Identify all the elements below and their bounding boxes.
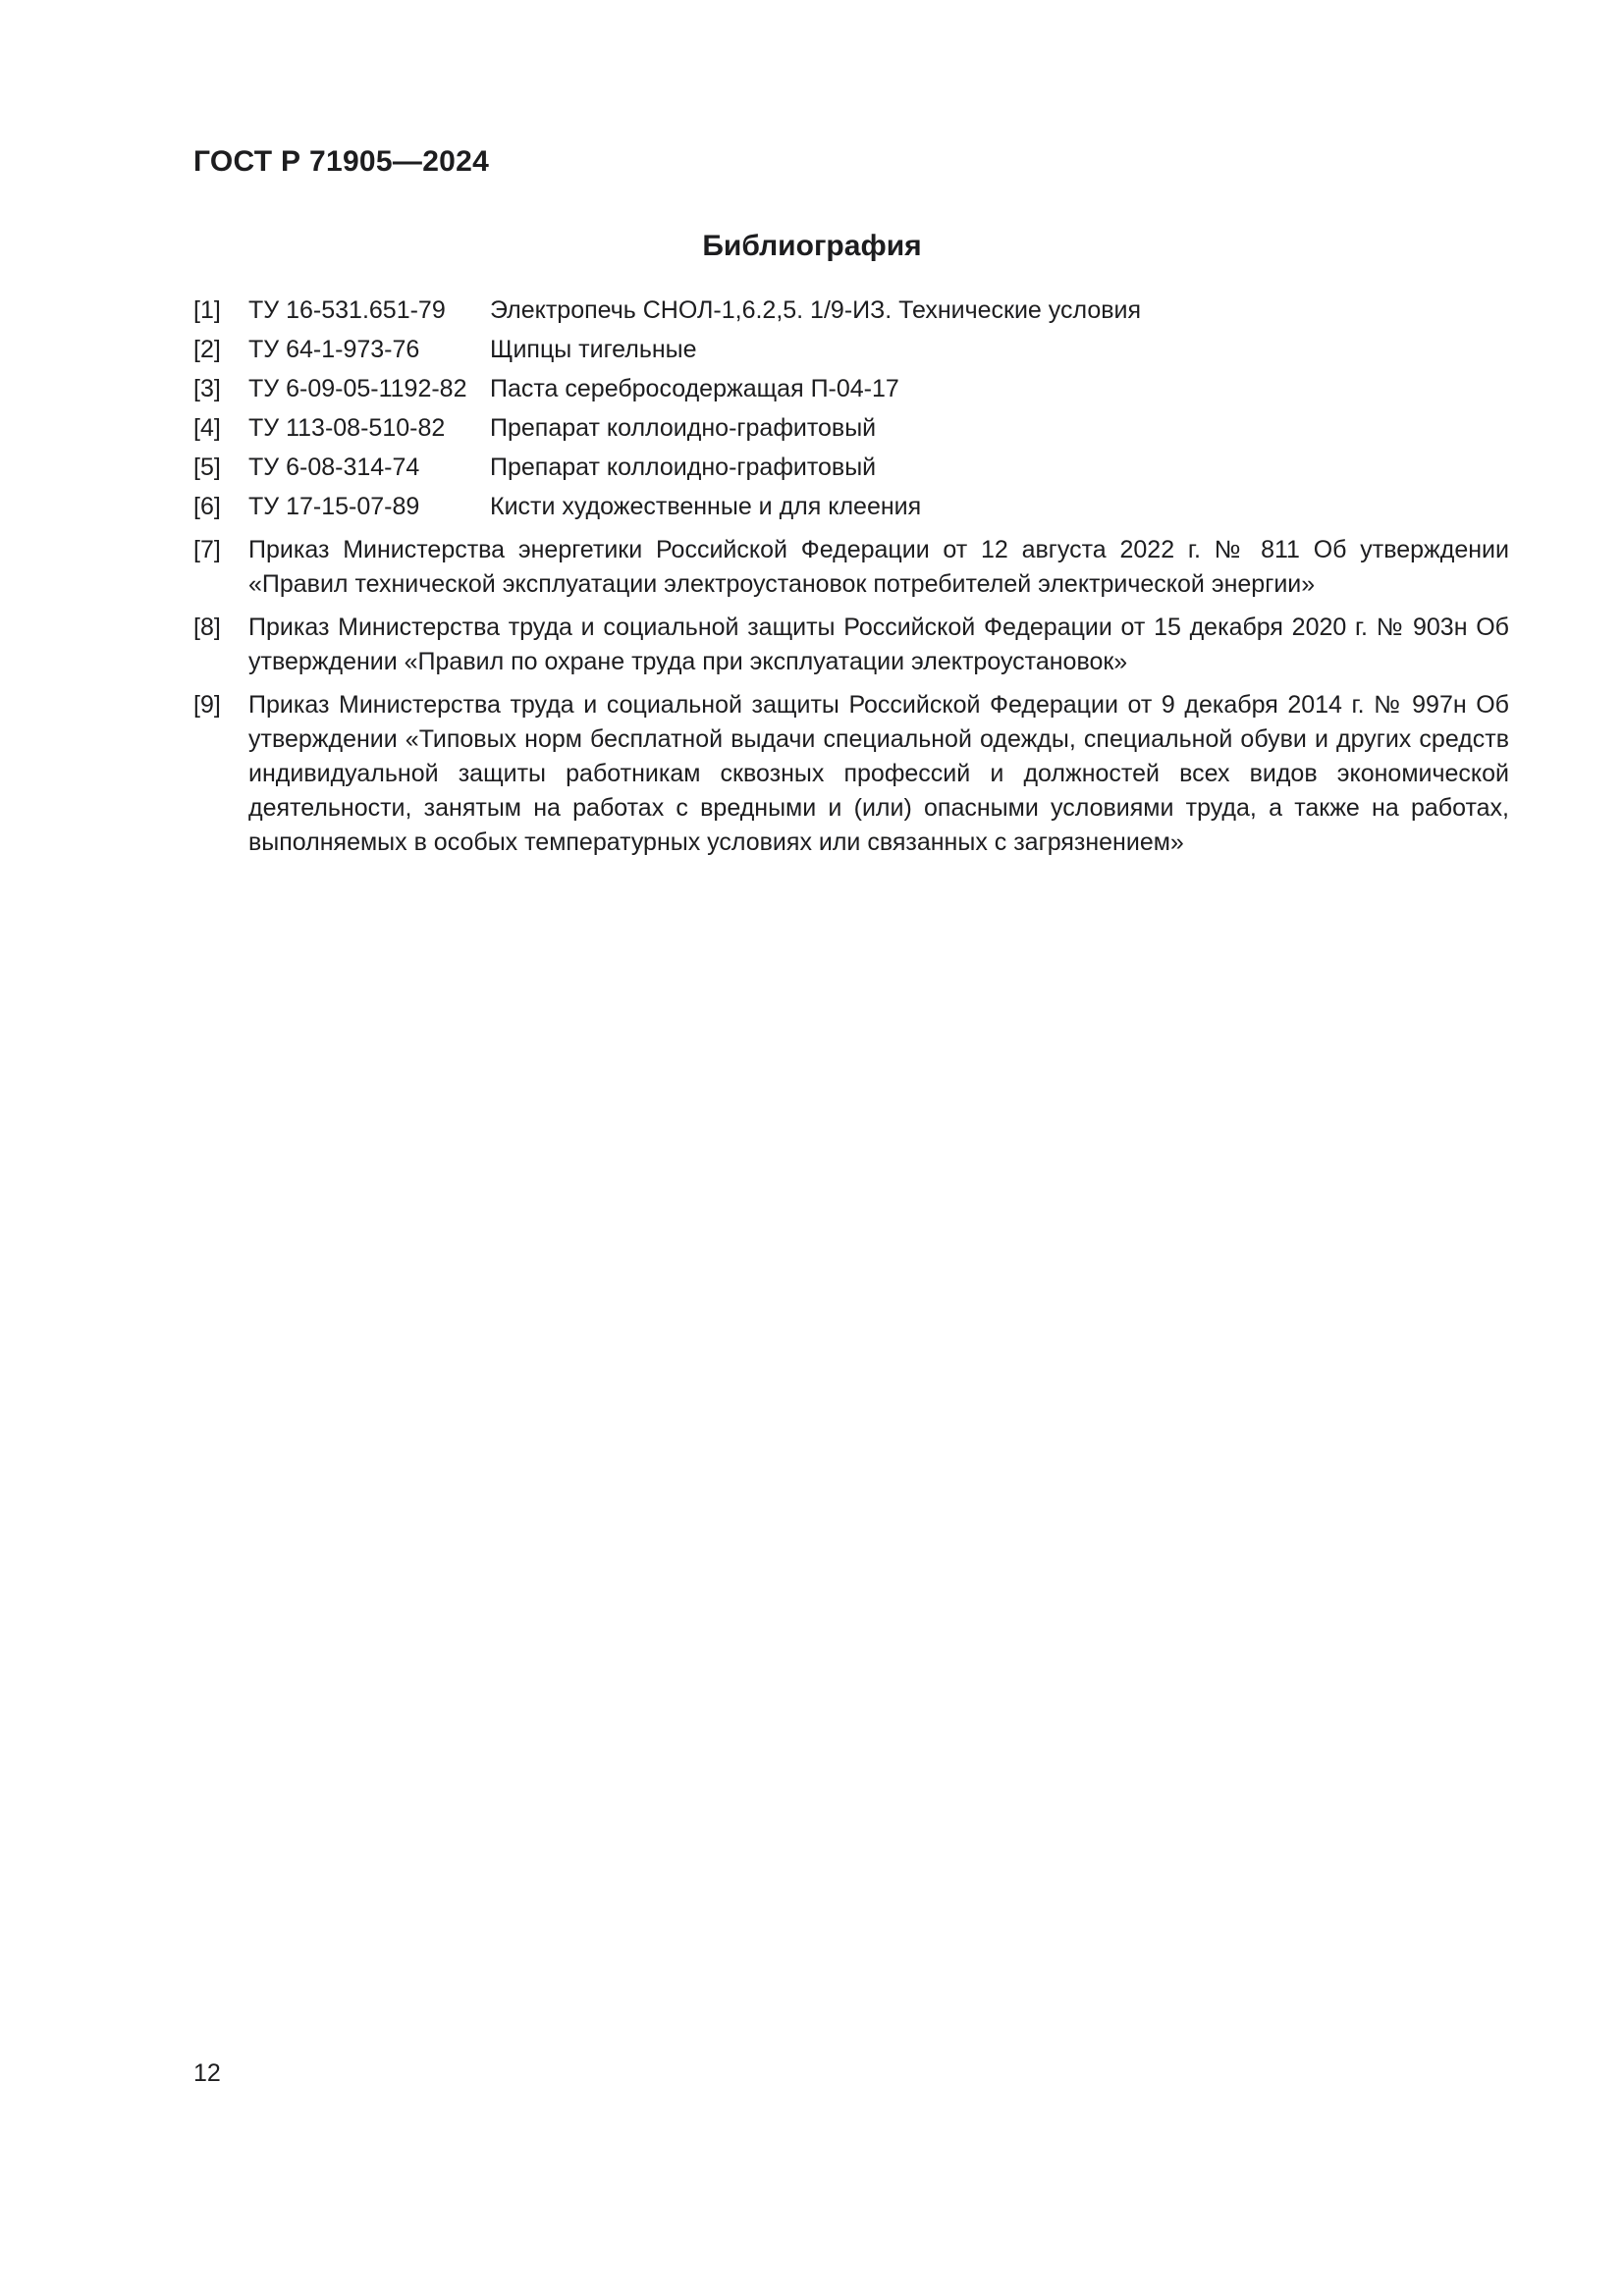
reference-designation: ТУ 64-1-973-76 <box>248 336 420 363</box>
reference-text: Приказ Министерства энергетики Российской Федерации от 12 августа 2022 г. № 811 Об утверждении «Правил технической эксплуатации электроустановок потребителей электрической энергии» <box>248 536 1509 598</box>
reference-designation: ТУ 16-531.651-79 <box>248 296 446 324</box>
reference-designation: ТУ 113-08-510-82 <box>248 414 446 442</box>
reference-title: Щипцы тигельные <box>490 336 697 363</box>
bibliography-list <box>193 294 1509 869</box>
reference-number: [8] <box>193 614 221 641</box>
reference-number: [2] <box>193 336 221 363</box>
page-number: 12 <box>193 2059 221 2087</box>
bibliography-entry <box>193 451 1509 485</box>
reference-number: [5] <box>193 454 221 481</box>
reference-number: [1] <box>193 296 221 324</box>
page-title: Библиография <box>702 230 922 262</box>
bibliography-entry <box>193 490 1509 524</box>
document-header: ГОСТ Р 71905—2024 <box>193 145 490 178</box>
bibliography-entry <box>193 611 1509 679</box>
reference-number: [4] <box>193 414 221 442</box>
bibliography-entry <box>193 294 1509 328</box>
reference-text: Приказ Министерства труда и социальной защиты Российской Федерации от 9 декабря 2014 г. № 997н Об утверждении «Типовых норм бесплатной выдачи специальной одежды, специальной обуви и других средств индивидуальной защиты работникам сквозных профессий и должностей всех видов экономической деятельности, занятым на работах с вредными и (или) опасными условиями труда, а также на работах, выполняемых в особых температурных условиях или связанных с загрязнением» <box>248 691 1509 856</box>
bibliography-entry <box>193 333 1509 367</box>
bibliography-entry <box>193 688 1509 860</box>
reference-number: [7] <box>193 536 221 563</box>
reference-number: [3] <box>193 375 221 402</box>
reference-title: Электропечь СНОЛ-1,6.2,5. 1/9-ИЗ. Технические условия <box>490 296 1142 324</box>
reference-designation: ТУ 17-15-07-89 <box>248 493 420 520</box>
reference-title: Паста серебросодержащая П-04-17 <box>490 375 899 402</box>
reference-title: Препарат коллоидно-графитовый <box>490 454 877 481</box>
reference-designation: ТУ 6-09-05-1192-82 <box>248 375 467 402</box>
reference-text: Приказ Министерства труда и социальной защиты Российской Федерации от 15 декабря 2020 г. № 903н Об утверждении «Правил по охране труда при эксплуатации электроустановок» <box>248 614 1509 675</box>
reference-title: Кисти художественные и для клеения <box>490 493 922 520</box>
reference-designation: ТУ 6-08-314-74 <box>248 454 420 481</box>
bibliography-entry <box>193 533 1509 602</box>
bibliography-entry <box>193 372 1509 406</box>
reference-number: [6] <box>193 493 221 520</box>
reference-title: Препарат коллоидно-графитовый <box>490 414 877 442</box>
reference-number: [9] <box>193 691 221 719</box>
bibliography-entry <box>193 411 1509 446</box>
